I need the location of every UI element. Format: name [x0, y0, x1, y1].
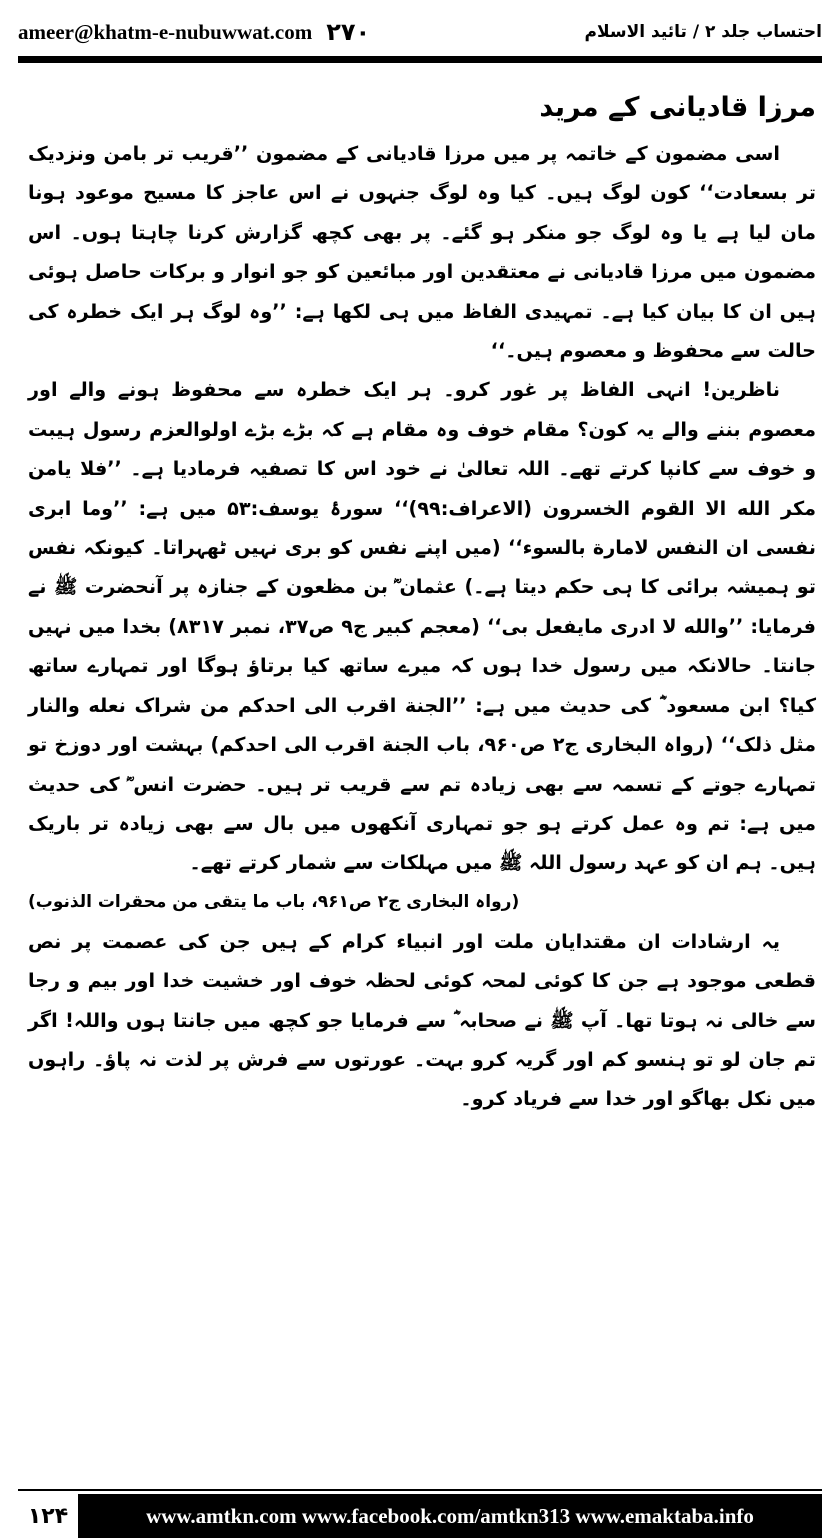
- page-footer: [18, 1494, 822, 1538]
- paragraph-2: ناظرین! انہی الفاظ پر غور کرو۔ ہر ایک خطرہ سے محفوظ ہونے والے اور معصوم بننے والے یہ کون؟ مقام خوف وہ مقام ہے کہ بڑے بڑے اولوالعزم رسول ہیبت و خوف سے کانپا کرتے تھے۔ اللہ تعالیٰ نے خود اس کا تصفیہ فرمادیا ہے۔ ’’فلا یامن مکر الله الا القوم الخسرون (الاعراف:۹۹)‘‘ سورۂ یوسف:۵۳ میں ہے: ’’وما ابری نفسی ان النفس لامارة بالسوء‘‘ (میں اپنے نفس کو بری نہیں ٹھہراتا۔ کیونکہ نفس تو ہمیشہ برائی کا ہی حکم دیتا ہے۔) عثمان ؓ بن مظعون کے جنازہ پر آنحضرت ﷺ نے فرمایا: ’’والله لا ادری مایفعل بی‘‘ (معجم کبیر ج۹ ص۳۷، نمبر ۸۳۱۷) بخدا میں نہیں جانتا۔ حالانکہ میں رسول خدا ہوں کہ میرے ساتھ کیا برتاؤ ہوگا اور تمہارے ساتھ کیا؟ ابن مسعود ؓ کی حدیث میں ہے: ’’الجنة اقرب الی احدکم من شراک نعله والنار مثل ذلک‘‘ (رواہ البخاری ج۲ ص۹۶۰، باب الجنة اقرب الی احدکم) بہشت اور دوزخ تو تمہارے جوتے کے تسمہ سے بھی زیادہ تم سے قریب تر ہیں۔ حضرت انس ؓ کی حدیث میں ہے: تم وہ عمل کرتے ہو جو تمہاری آنکھوں میں بال سے بھی زیادہ تر باریک ہیں۔ ہم ان کو عہد رسول اللہ ﷺ میں مہلکات سے شمار کرتے تھے۔: [28, 378, 817, 875]
- header-email: ameer@khatm-e-nubuwwat.com: [18, 19, 313, 44]
- header-rule: [18, 56, 822, 63]
- page-number: ۲۷۰: [326, 18, 371, 46]
- header-left: [18, 18, 370, 46]
- footer-rule: [18, 1489, 822, 1491]
- book-title: احتساب جلد ۲ / تائید الاسلام: [584, 22, 822, 42]
- footer-links: www.amtkn.com www.facebook.com/amtkn313 www.emaktaba.info: [78, 1494, 822, 1538]
- reference-line: [28, 883, 816, 922]
- paragraph-1: اسی مضمون کے خاتمہ پر میں مرزا قادیانی کے مضمون ’’قریب تر بامن ونزدیک تر بسعادت‘‘ کون لوگ ہیں۔ کیا وہ لوگ جنہوں نے اس عاجز کا مسیح موعود ہونا مان لیا ہے یا وہ لوگ جو منکر ہو گئے۔ پر بھی کچھ گزارش کرنا چاہتا ہوں۔ اس مضمون میں مرزا قادیانی نے معتقدین اور مبائعین کو جو انوار و برکات حاصل ہوئی ہیں ان کا بیان کیا ہے۔ تمہیدی الفاظ میں ہی لکھا ہے: ’’وہ لوگ ہر ایک خطرہ کی حالت سے محفوظ و معصوم ہیں۔‘‘: [28, 142, 816, 363]
- article-body: [28, 82, 816, 1119]
- footer-folio: ۱۲۴: [27, 1503, 69, 1529]
- page-header: [18, 14, 822, 50]
- hadith-reference: (رواہ البخاری ج۲ ص۹۶۱، باب ما یتقی من محقرات الذنوب): [28, 891, 520, 912]
- closing-paragraph: یہ ارشادات ان مقتدایان ملت اور انبیاء کرام کے ہیں جن کی عصمت پر نص قطعی موجود ہے جن کا کوئی لمحہ کوئی لحظہ خوف اور خشیت خدا اور بیم و رجا سے خالی نہ ہوتا تھا۔ آپ ﷺ نے صحابہ ؓ سے فرمایا جو کچھ میں جانتا ہوں واللہ! اگر تم جان لو تو ہنسو کم اور گریہ کرو بہت۔ عورتوں سے فرش پر لذت نہ پاؤ۔ راہوں میں نکل بھاگو اور خدا سے فریاد کرو۔: [28, 929, 816, 1111]
- article-heading: مرزا قادیانی کے مرید: [539, 92, 816, 123]
